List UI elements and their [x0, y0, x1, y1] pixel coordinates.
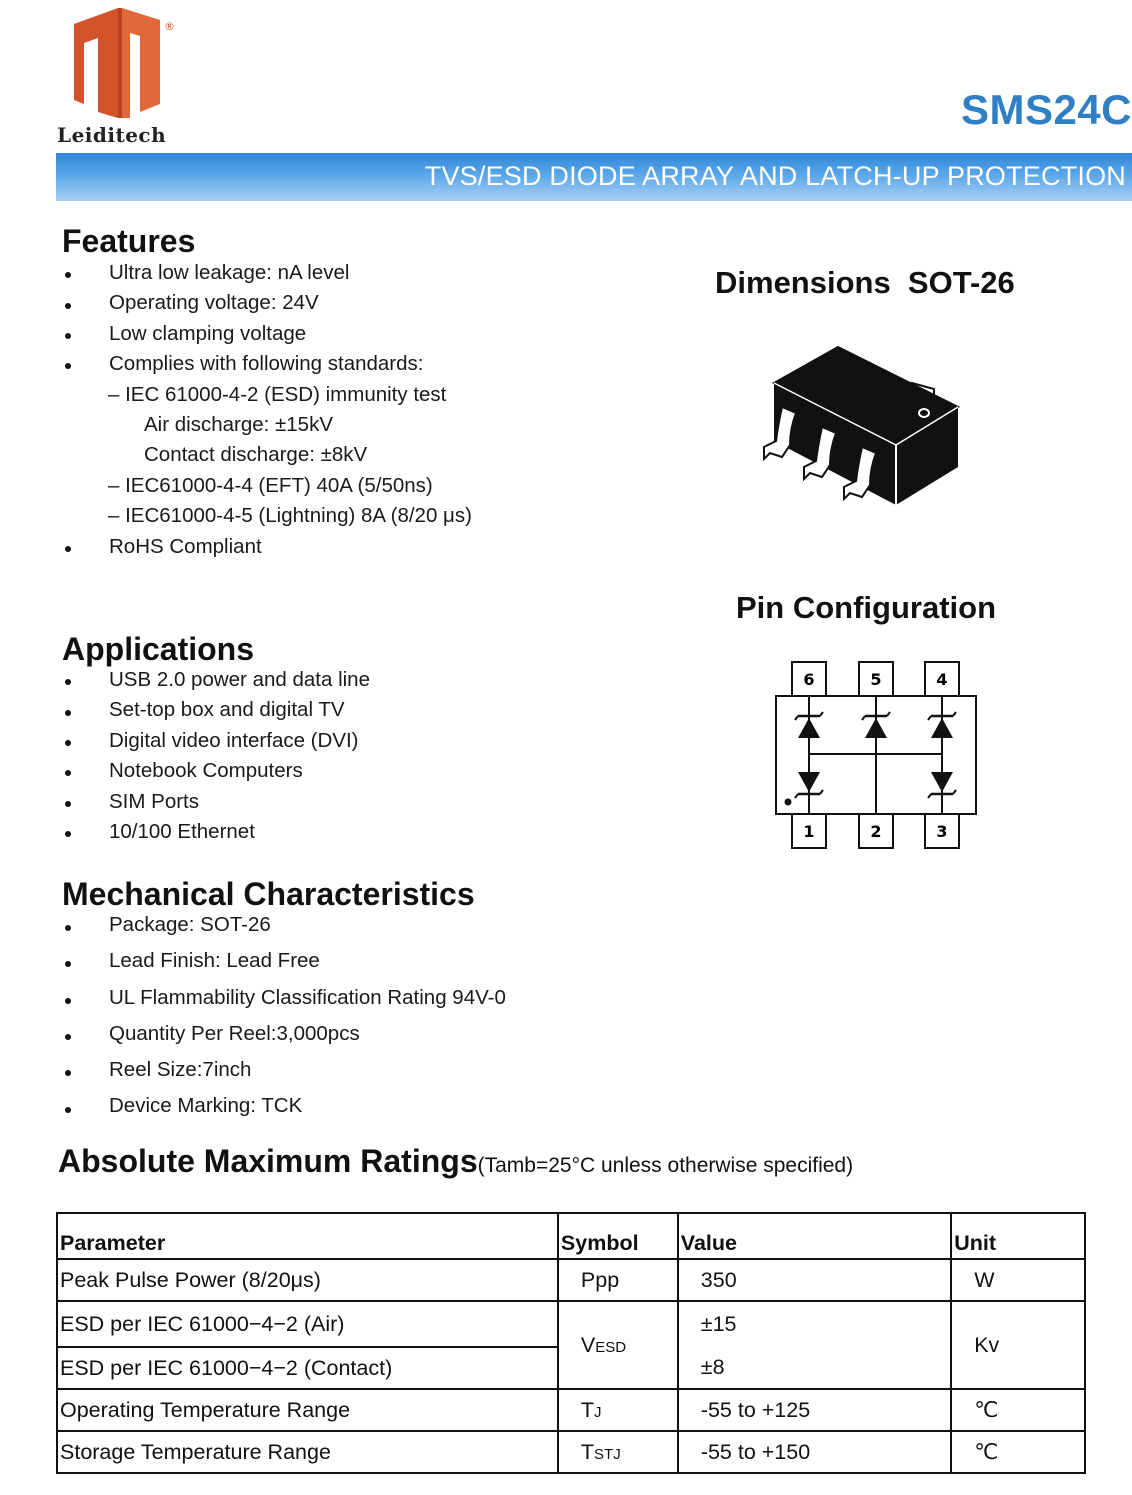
- cell-symbol: Ppp: [558, 1259, 678, 1301]
- cell-value: ±15: [678, 1301, 951, 1347]
- bullet-icon: [65, 303, 71, 309]
- list-item: Low clamping voltage: [62, 319, 662, 349]
- bullet-icon: [65, 272, 71, 278]
- cell-symbol: TJ: [558, 1389, 678, 1431]
- cell-value: ±8: [678, 1347, 951, 1389]
- cell-parameter: ESD per IEC 61000−4−2 (Contact): [57, 1347, 558, 1389]
- pin-configuration-title: Pin Configuration: [736, 590, 997, 625]
- bullet-icon: [65, 679, 71, 685]
- list-subitem: – IEC61000-4-4 (EFT) 40A (5/50ns): [108, 473, 433, 497]
- cell-parameter: Storage Temperature Range: [57, 1431, 558, 1473]
- cell-value: -55 to +125: [678, 1389, 951, 1431]
- pin-4-label: 4: [936, 670, 948, 689]
- cell-symbol: TSTJ: [558, 1431, 678, 1473]
- cell-unit: W: [951, 1259, 1085, 1301]
- bullet-icon: [65, 1107, 71, 1113]
- header-symbol: Symbol: [558, 1213, 678, 1259]
- list-item: 10/100 Ethernet: [62, 817, 662, 847]
- bullet-icon: [65, 831, 71, 837]
- applications-title: Applications: [62, 631, 255, 667]
- ratings-table: [56, 1212, 1086, 1474]
- table-row: [57, 1259, 1085, 1301]
- cell-symbol: VESD: [558, 1301, 678, 1389]
- list-item: Quantity Per Reel:3,000pcs: [62, 1017, 762, 1053]
- bullet-icon: [65, 710, 71, 716]
- bullet-icon: [65, 925, 71, 931]
- pin-1-label: 1: [803, 822, 815, 841]
- table-row: [57, 1389, 1085, 1431]
- list-item: Operating voltage: 24V: [62, 288, 662, 318]
- cell-value: 350: [678, 1259, 951, 1301]
- pin1-dot-icon: [785, 799, 792, 806]
- list-subitem: – IEC61000-4-5 (Lightning) 8A (8/20 μs): [108, 504, 472, 528]
- part-number: SMS24C: [960, 86, 1132, 133]
- diode-icon: [928, 712, 956, 738]
- table-row: [57, 1301, 1085, 1347]
- pin-configuration-diagram: [770, 660, 980, 852]
- dimensions-title: Dimensions SOT-26: [715, 265, 1015, 300]
- sot26-package-icon: [762, 345, 962, 520]
- list-item: USB 2.0 power and data line: [62, 665, 662, 695]
- brand-name: Leiditech: [57, 123, 167, 147]
- cell-parameter: Operating Temperature Range: [57, 1389, 558, 1431]
- title-banner: [56, 153, 1132, 201]
- bullet-icon: [65, 770, 71, 776]
- list-item: Device Marking: TCK: [62, 1089, 762, 1125]
- list-subitem: – IEC 61000-4-2 (ESD) immunity test: [108, 382, 447, 406]
- table-row: [57, 1431, 1085, 1473]
- header-unit: Unit: [951, 1213, 1085, 1259]
- bullet-icon: [65, 546, 71, 552]
- pin-2-label: 2: [870, 822, 882, 841]
- diode-icon: [795, 712, 823, 738]
- bullet-icon: [65, 1070, 71, 1076]
- bullet-icon: [65, 363, 71, 369]
- bullet-icon: [65, 801, 71, 807]
- list-item: Digital video interface (DVI): [62, 726, 662, 756]
- list-item: Ultra low leakage: nA level: [62, 258, 662, 288]
- list-item: Package: SOT-26: [62, 908, 762, 944]
- bullet-icon: [65, 961, 71, 967]
- ratings-title: Absolute Maximum Ratings(Tamb=25°C unless otherwise specified): [58, 1143, 854, 1179]
- features-title: Features: [62, 223, 196, 259]
- list-item: Complies with following standards:: [62, 349, 662, 379]
- cell-parameter: ESD per IEC 61000−4−2 (Air): [57, 1301, 558, 1347]
- list-item: RoHS Compliant: [62, 532, 662, 562]
- list-subitem: Contact discharge: ±8kV: [144, 443, 368, 467]
- cell-unit: ℃: [951, 1389, 1085, 1431]
- bullet-icon: [65, 998, 71, 1004]
- header-parameter: Parameter: [57, 1213, 558, 1259]
- header-value: Value: [678, 1213, 951, 1259]
- cell-unit: Kv: [951, 1301, 1085, 1389]
- table-header-row: [57, 1213, 1085, 1259]
- bullet-icon: [65, 740, 71, 746]
- list-item: Reel Size:7inch: [62, 1053, 762, 1089]
- registered-mark: ®: [164, 20, 175, 33]
- banner-text: TVS/ESD DIODE ARRAY AND LATCH-UP PROTECTION: [424, 161, 1126, 191]
- diode-icon: [795, 772, 823, 798]
- bullet-icon: [65, 1034, 71, 1040]
- list-item: Lead Finish: Lead Free: [62, 944, 762, 980]
- cell-parameter: Peak Pulse Power (8/20μs): [57, 1259, 558, 1301]
- leiditech-logo: [60, 8, 180, 118]
- pin-3-label: 3: [936, 822, 948, 841]
- cell-value: -55 to +150: [678, 1431, 951, 1473]
- pin-5-label: 5: [870, 670, 882, 689]
- list-item: Notebook Computers: [62, 756, 662, 786]
- list-subitem: Air discharge: ±15kV: [144, 412, 334, 436]
- mechanical-list: [62, 908, 762, 1126]
- cell-unit: ℃: [951, 1431, 1085, 1473]
- diode-icon: [928, 772, 956, 798]
- list-item: UL Flammability Classification Rating 94V-0: [62, 981, 762, 1017]
- list-item: SIM Ports: [62, 787, 662, 817]
- features-list: [62, 258, 662, 562]
- applications-list: [62, 665, 662, 847]
- diode-icon: [862, 712, 890, 738]
- bullet-icon: [65, 333, 71, 339]
- list-item: Set-top box and digital TV: [62, 695, 662, 725]
- pin-6-label: 6: [803, 670, 815, 689]
- mechanical-title: Mechanical Characteristics: [62, 876, 475, 912]
- ratings-note: (Tamb=25°C unless otherwise specified): [477, 1154, 854, 1177]
